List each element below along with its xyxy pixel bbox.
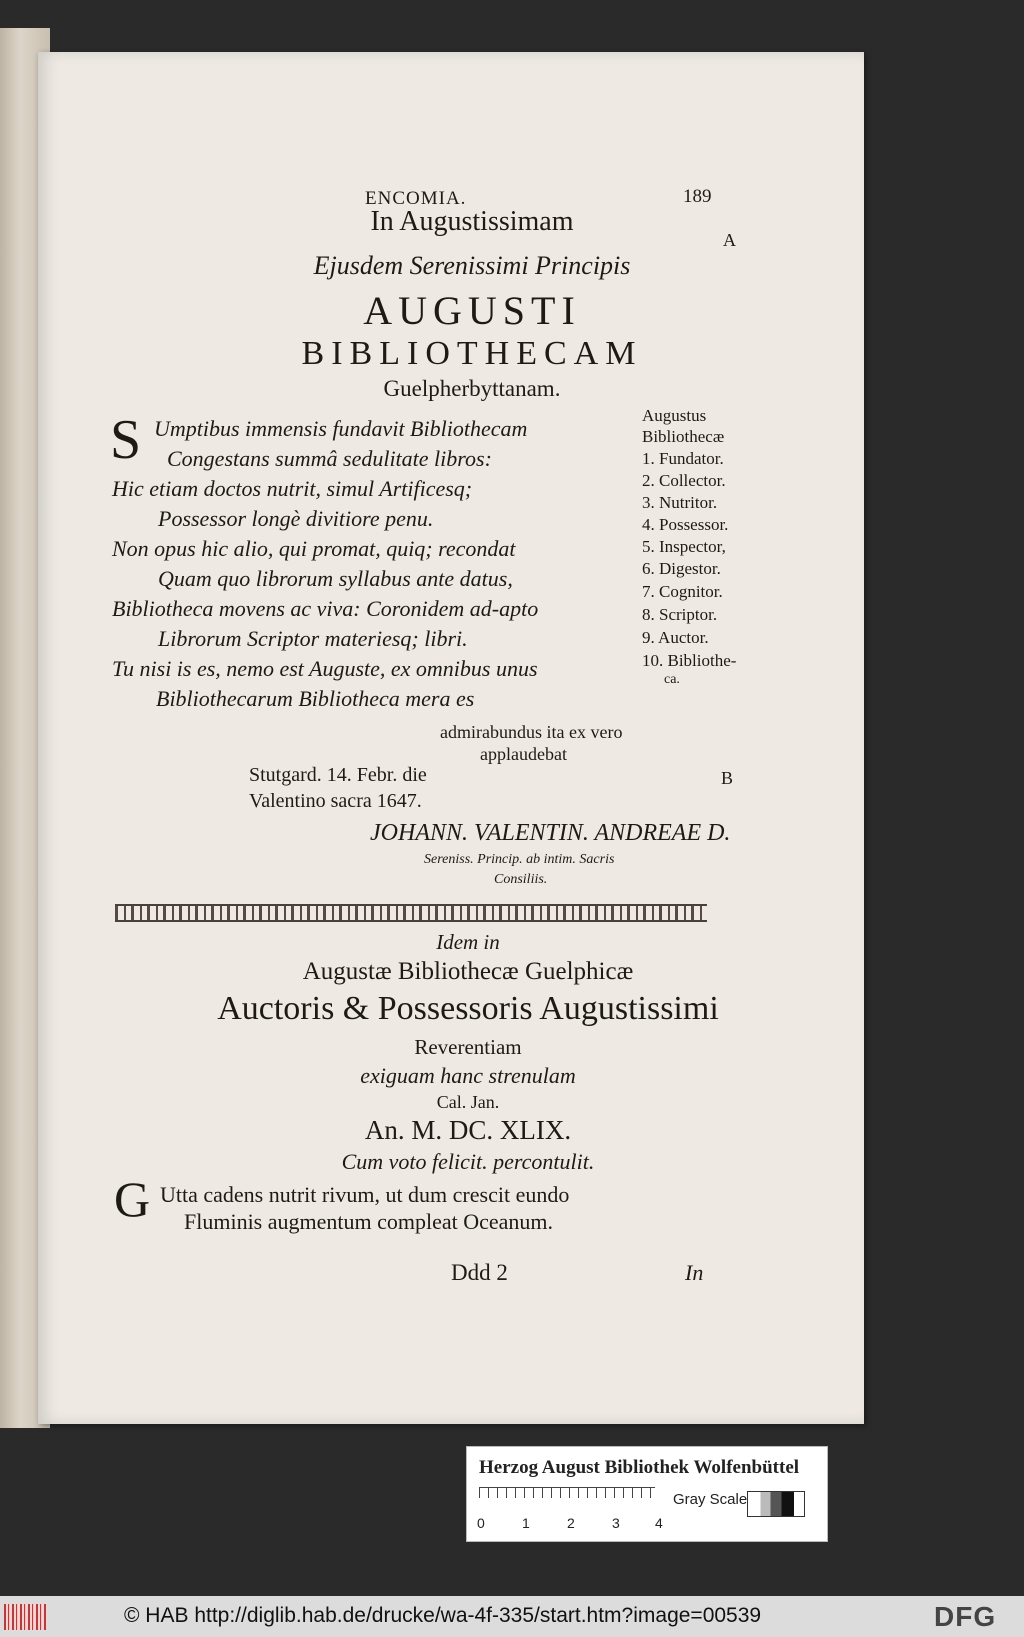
sidenote-line: Bibliothecæ	[642, 427, 725, 446]
book-page	[38, 52, 864, 1424]
place-line-2: Valentino sacra 1647.	[249, 790, 422, 812]
scale-card	[466, 1446, 828, 1542]
footer-bar	[0, 1596, 1024, 1637]
dedication-line-4: Reverentiam	[414, 1035, 522, 1059]
dedication-line-6: Cal. Jan.	[436, 1092, 500, 1112]
dedication-line-3: Auctoris & Possessoris Augustissimi	[217, 990, 719, 1027]
sidenote-line: 8. Scriptor.	[642, 605, 718, 624]
gray-scale-label: Gray Scale	[673, 1491, 748, 1508]
running-head: ENCOMIA.	[365, 188, 467, 209]
library-name: Herzog August Bibliothek Wolfenbüttel	[479, 1457, 800, 1478]
ruler-scale	[479, 1487, 655, 1510]
poem-line: Umptibus immensis fundavit Bibliothecam	[154, 416, 528, 441]
dedication-line-7: An. M. DC. XLIX.	[364, 1115, 572, 1145]
author-name: JOHANN. VALENTIN. ANDREAE D.	[370, 820, 731, 846]
dfg-logo: DFG	[934, 1601, 997, 1632]
catchword: In	[685, 1260, 704, 1285]
gray-scale-swatch	[747, 1491, 805, 1517]
poem-line: Bibliotheca movens ac viva: Coronidem ad-apto	[112, 596, 539, 621]
sidenote-line: 1. Fundator.	[642, 449, 724, 468]
page-number: 189	[683, 186, 712, 207]
footer-credit: © HAB http://diglib.hab.de/drucke/wa-4f-335/start.htm?image=00539	[124, 1604, 762, 1627]
poem-dropcap: S	[110, 409, 142, 471]
barcode-icon	[4, 1604, 46, 1630]
title-line-2: Ejusdem Serenissimi Principis	[313, 251, 631, 280]
title-line-1: In Augustissimam	[370, 206, 574, 237]
credit-line-1: admirabundus ita ex vero	[440, 722, 623, 742]
poem-line: Congestans summâ sedulitate libros:	[167, 446, 492, 471]
ornamental-rule	[115, 904, 707, 922]
sidenote-line: 5. Inspector,	[642, 537, 726, 556]
verse-line-2: Fluminis augmentum compleat Oceanum.	[184, 1209, 554, 1234]
ruler-number: 4	[655, 1515, 663, 1531]
sidenote-line: 3. Nutritor.	[642, 493, 718, 512]
sidenote-line: 7. Cognitor.	[642, 582, 723, 601]
sidenote-line: 9. Auctor.	[642, 628, 709, 647]
dedication-line-2: Augustæ Bibliothecæ Guelphicæ	[302, 958, 634, 985]
dedication-line-1: Idem in	[436, 930, 500, 954]
ruler-number: 0	[477, 1515, 485, 1531]
sidenote-line: ca.	[664, 672, 680, 687]
sidenote-line: 10. Bibliothe-	[642, 651, 737, 670]
poem-line: Bibliothecarum Bibliotheca mera es	[156, 686, 475, 711]
title-line-4: BIBLIOTHECAM	[301, 335, 643, 372]
place-line-1: Stutgard. 14. Febr. die	[249, 764, 427, 786]
sidenote-line: Augustus	[642, 406, 707, 425]
ruler-number: 3	[612, 1515, 620, 1531]
margin-mark-a: A	[723, 230, 736, 250]
credit-line-2: applaudebat	[480, 744, 567, 764]
sidenote-line: 4. Possessor.	[642, 515, 729, 534]
sidenote-line: 6. Digestor.	[642, 559, 721, 578]
poem-line: Librorum Scriptor materiesq; libri.	[158, 626, 468, 651]
poem-line: Hic etiam doctos nutrit, simul Artificesq;	[112, 476, 473, 501]
sidenote-line: 2. Collector.	[642, 471, 726, 490]
verse-dropcap: G	[114, 1171, 151, 1227]
signature-mark: Ddd 2	[451, 1260, 508, 1285]
ruler-number: 2	[567, 1515, 575, 1531]
margin-mark-b: B	[721, 768, 734, 788]
dedication-line-5: exiguam hanc strenulam	[360, 1063, 576, 1088]
poem-line: Possessor longè divitiore penu.	[158, 506, 434, 531]
poem-line: Non opus hic alio, qui promat, quiq; recondat	[112, 536, 516, 561]
poem-line: Tu nisi is es, nemo est Auguste, ex omnibus unus	[112, 656, 538, 681]
poem-line: Quam quo librorum syllabus ante datus,	[158, 566, 513, 591]
verse-line-1: Utta cadens nutrit rivum, ut dum crescit eundo	[160, 1182, 570, 1207]
author-title-2: Consiliis.	[494, 872, 548, 887]
author-title-1: Sereniss. Princip. ab intim. Sacris	[424, 852, 615, 867]
ruler-number: 1	[522, 1515, 530, 1531]
title-line-3: AUGUSTI	[363, 288, 581, 333]
dedication-line-8: Cum voto felicit. percontulit.	[341, 1149, 595, 1174]
title-line-5: Guelpherbyttanam.	[383, 376, 561, 401]
